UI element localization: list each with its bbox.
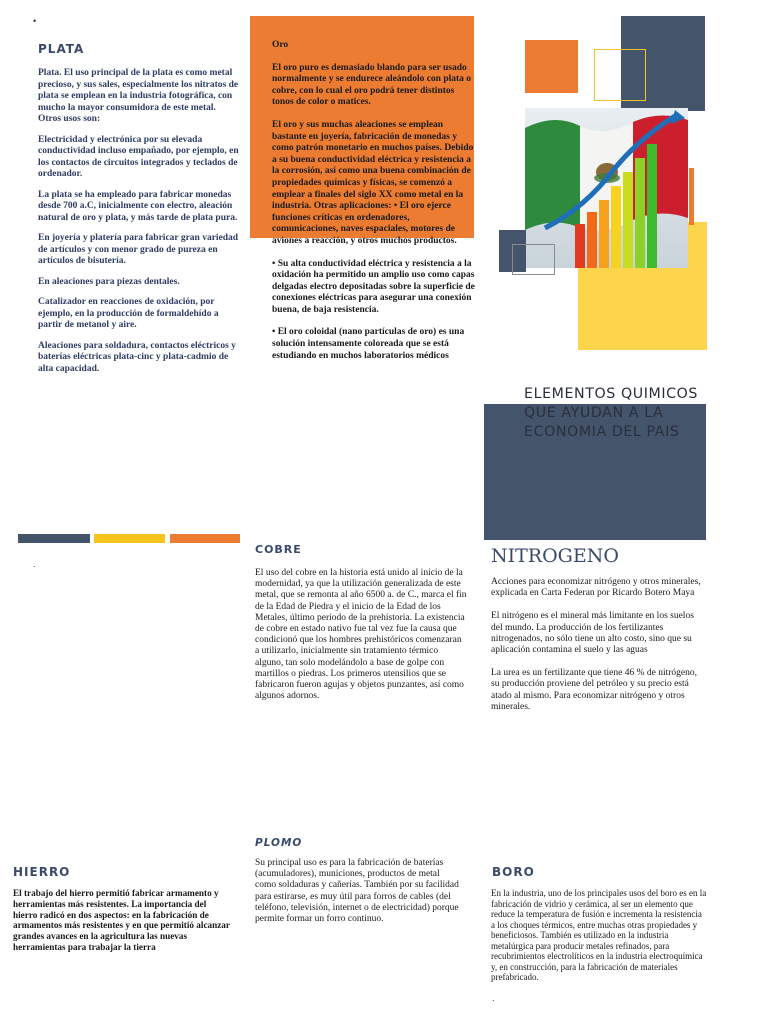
plata-paragraph: La plata se ha empleado para fabricar monedas desde 700 a.C, inicialmente con electro, aleación natural de oro y plata, y más tarde de plata pura. — [38, 189, 238, 223]
plomo-body — [255, 858, 461, 925]
plata-paragraph: En joyería y platería para fabricar gran variedad de artículos y con menor grado de pureza en artículos de bisutería. — [38, 233, 239, 266]
plata-paragraph: Plata. El uso principal de la plata es como metal precioso, y sus sales, especialmente los nitratos de plata se emplean en la industria fotográfica, con mucho la mayor consumidora de este metal. Otros usos son: — [38, 68, 239, 124]
oro-heading: Oro — [272, 40, 289, 50]
boro-heading: BORO — [492, 865, 535, 879]
navy-divider-bar — [18, 534, 90, 543]
cobre-paragraph: El uso del cobre en la historia está unido al inicio de la modernidad, ya que la utilización generalizada de este metal, que se remonta al año 6500 a. de C., marca el fin de la Edad de Piedra y el inicio de la Edad de los Metales, último período de la prehistoria. La existencia de cobre en estado nativo fue tal vez fue la causa que condicionó que los hombres prehistóricos comenzaran a utilizarlo, inicialmente sin tratamiento térmico alguno, tan solo modelándolo a base de golpe con martillos o piedras. Los primeros utensilios que se fabricaron fueron agujas y objetos punzantes, así como algunos adornos. — [255, 568, 467, 702]
plata-paragraph: Aleaciones para soldadura, contactos eléctricos y baterías eléctricas plata-cinc y plata-cadmio de alta capacidad. — [38, 340, 236, 374]
orange-divider-bar — [170, 534, 240, 543]
oro-paragraph: • El oro coloidal (nano partículas de oro) es una solución intensamente coloreada que se está estudiando en muchos laboratorios médicos — [272, 327, 465, 361]
plata-paragraph: En aleaciones para piezas dentales. — [38, 276, 180, 287]
bullet-mark: • — [33, 16, 37, 26]
yellow-divider-bar — [94, 534, 165, 543]
oro-paragraph: • Su alta conductividad eléctrica y resistencia a la oxidación ha permitido un amplio uso como capas delgadas electro depositadas sobre la superficie de conexiones eléctricas para asegurar una conexión buena, de baja resistencia. — [272, 258, 475, 315]
boro-paragraph: En la industria, uno de los principales usos del boro es en la fabricación de vidrio y cerámica, al ser un elemento que reduce la temperatura de fusión e incrementa la resistencia a los choques térmicos, entre muchas otras propiedades y beneficiosos. También es utilizado en la industria metalúrgica para producir metales refinados, para recubrimientos electrolíticos en la industria electroquímica y, en construcción, para la fabricación de materiales prefabricado. — [491, 888, 707, 982]
nitrogeno-heading: NITROGENO — [491, 545, 619, 567]
hierro-body — [13, 888, 231, 953]
brochure-title: ELEMENTOS QUIMICOS QUE AYUDAN A LA ECONOMIA DEL PAIS — [524, 386, 699, 440]
oro-paragraph: El oro y sus muchas aleaciones se emplean bastante en joyería, fabricación de monedas y como patrón monetario en muchos países. Debido a su buena conductividad eléctrica y resistencia a la corrosión, así como una buena combinación de propiedades químicas y físicas, se comenzó a emplear a finales del siglo XX como metal en la industria. Otras aplicaciones: • El oro ejerce funciones críticas en ordenadores, comunicaciones, naves espaciales, motores de aviones a reacción, y otros muchos productos. — [272, 119, 474, 246]
plata-paragraph: Catalizador en reacciones de oxidación, por ejemplo, en la producción de formaldehído a partir de metanol y aire. — [38, 297, 219, 330]
gray-outline-rect — [512, 244, 555, 275]
yellow-outline-square — [594, 49, 646, 101]
oro-body — [272, 40, 476, 373]
nitrogeno-paragraph: Acciones para economizar nitrógeno y otros minerales, explicada en Carta Federan por Ricardo Botero Maya — [491, 577, 701, 599]
plata-body — [38, 68, 240, 384]
plata-paragraph: Electricidad y electrónica por su elevada conductividad incluso empañado, por ejemplo, en los contactos de circuitos integrados y teclados de ordenador. — [38, 134, 239, 179]
cobre-heading: COBRE — [255, 543, 302, 556]
oro-paragraph: El oro puro es demasiado blando para ser usado normalmente y se endurece aleándolo con plata o cobre, con lo cual el oro podrá tener distintos tonos de color o matices. — [272, 62, 472, 108]
nitrogeno-body — [491, 577, 707, 713]
hierro-paragraph: El trabajo del hierro permitió fabricar armamento y herramientas más resistentes. La importancia del hierro radicó en dos aspectos: en la fabricación de armamentos más resistentes y en que permitió alcanzar grandes avances en la agricultura las nuevas herramientas para trabajar la tierra — [13, 888, 230, 952]
boro-body — [491, 888, 707, 983]
plomo-heading: PLOMO — [255, 837, 303, 849]
period-mark: . — [492, 993, 495, 1003]
hierro-heading: HIERRO — [13, 865, 71, 879]
plata-heading: PLATA — [38, 42, 85, 56]
orange-decor-square — [525, 40, 578, 93]
nitrogeno-paragraph: El nitrógeno es el mineral más limitante en los suelos del mundo. La producción de los fertilizantes nitrogenados, no sólo tiene un alto costo, sino que su aplicación contamina el suelo y las aguas — [491, 611, 694, 656]
plomo-paragraph: Su principal uso es para la fabricación de baterías (acumuladores), municiones, productos de metal como soldaduras y cañerías. También por su facilidad para estirarse, es muy útil para forros de cables (del teléfono, televisión, internet o de electricidad) porque permite formar un forro continuo. — [255, 858, 459, 925]
cobre-body — [255, 568, 467, 702]
period-mark: . — [33, 559, 36, 569]
nitrogeno-paragraph: La urea es un fertilizante que tiene 46 % de nitrógeno, su producción proviene del petróleo y su precio está atado al mismo. Para economizar nitrógeno y otros minerales. — [491, 668, 698, 712]
orange-decor-strip — [689, 168, 694, 225]
